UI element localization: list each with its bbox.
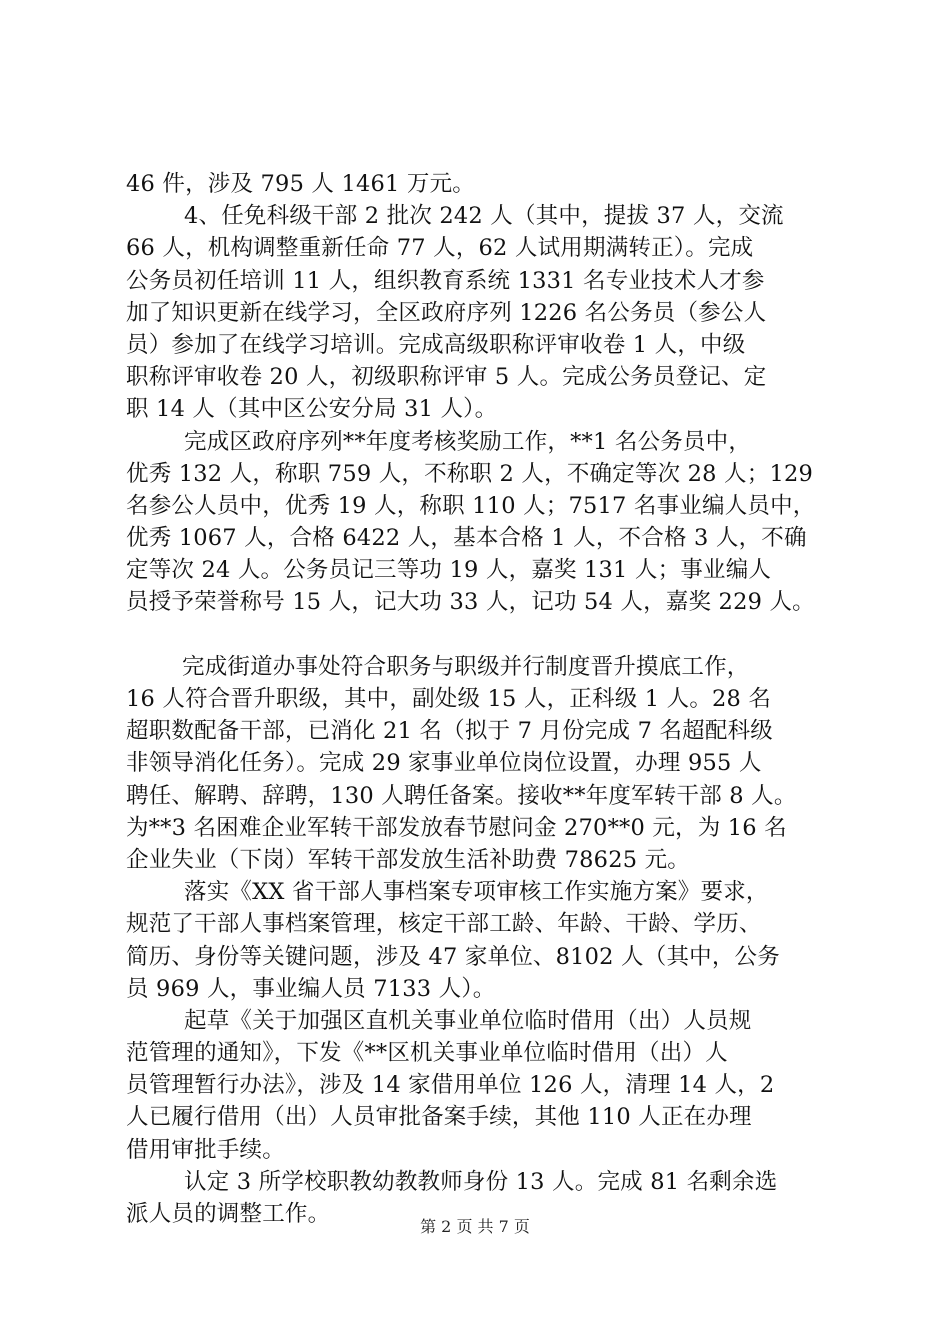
document-body — [126, 168, 854, 1230]
text-line: 员 969 人，事业编人员 7133 人）。 — [126, 975, 496, 1002]
text-line: 完成区政府序列**年度考核奖励工作，**1 名公务员中， — [184, 428, 752, 455]
text-line: 认定 3 所学校职教幼教教师身份 13 人。完成 81 名剩余选 — [184, 1168, 778, 1195]
text-line: 借用审批手续。 — [126, 1136, 285, 1163]
page-footer — [0, 1216, 950, 1238]
text-line: 公务员初任培训 11 人，组织教育系统 1331 名专业技术人才参 — [126, 267, 765, 294]
text-line: 规范了干部人事档案管理，核定干部工龄、年龄、干龄、学历、 — [126, 911, 762, 938]
text-line: 派人员的调整工作。 — [126, 1201, 331, 1227]
text-line: 4、任免科级干部 2 批次 242 人（其中，提拔 37 人，交流 — [184, 203, 784, 230]
text-line: 定等次 24 人。公务员记三等功 19 人，嘉奖 131 人；事业编人 — [126, 557, 772, 584]
text-line: 完成街道办事处符合职务与职级并行制度晋升摸底工作， — [182, 653, 750, 680]
text-line: 16 人符合晋升职级，其中，副处级 15 人，正科级 1 人。28 名 — [126, 686, 772, 712]
text-line: 员授予荣誉称号 15 人，记大功 33 人，记功 54 人，嘉奖 229 人。 — [126, 589, 815, 616]
text-line: 优秀 132 人，称职 759 人，不称职 2 人，不确定等次 28 人；129 — [126, 460, 813, 487]
text-line: 非领导消化任务）。完成 29 家事业单位岗位设置，办理 955 人 — [126, 750, 762, 777]
page-number-label: 第 2 页 共 7 页 — [420, 1217, 530, 1236]
text-line: 名参公人员中，优秀 19 人，称职 110 人；7517 名事业编人员中， — [126, 492, 816, 519]
text-line: 起草《关于加强区直机关事业单位临时借用（出）人员规 — [184, 1007, 752, 1034]
text-line: 范管理的通知》，下发《**区机关事业单位临时借用（出）人 — [126, 1040, 728, 1067]
text-line: 人已履行借用（出）人员审批备案手续，其他 110 人正在办理 — [126, 1104, 752, 1131]
text-line: 为**3 名困难企业军转干部发放春节慰问金 270**0 元，为 16 名 — [126, 814, 787, 841]
text-line: 职称评审收卷 20 人，初级职称评审 5 人。完成公务员登记、定 — [126, 364, 767, 391]
text-line: 企业失业（下岗）军转干部发放生活补助费 78625 元。 — [126, 846, 690, 873]
text-line: 职 14 人（其中区公安分局 31 人）。 — [126, 396, 498, 423]
text-line: 66 人，机构调整重新任命 77 人，62 人试用期满转正）。完成 — [126, 235, 754, 262]
text-line: 员）参加了在线学习培训。完成高级职称评审收卷 1 人，中级 — [126, 331, 746, 358]
text-line: 简历、身份等关键问题，涉及 47 家单位、8102 人（其中，公务 — [126, 943, 780, 970]
text-line: 员管理暂行办法》，涉及 14 家借用单位 126 人，清理 14 人，2 — [126, 1072, 775, 1099]
text-line: 超职数配备干部，已消化 21 名（拟于 7 月份完成 7 名超配科级 — [126, 718, 773, 745]
text-line: 加了知识更新在线学习，全区政府序列 1226 名公务员（参公人 — [126, 299, 767, 326]
text-line: 聘任、解聘、辞聘，130 人聘任备案。接收**年度军转干部 8 人。 — [126, 782, 797, 809]
paragraph-gap — [126, 619, 854, 651]
text-line: 优秀 1067 人，合格 6422 人，基本合格 1 人，不合格 3 人，不确 — [126, 525, 807, 552]
text-line: 46 件，涉及 795 人 1461 万元。 — [126, 171, 475, 197]
text-line: 落实《XX 省干部人事档案专项审核工作实施方案》要求， — [184, 879, 769, 906]
